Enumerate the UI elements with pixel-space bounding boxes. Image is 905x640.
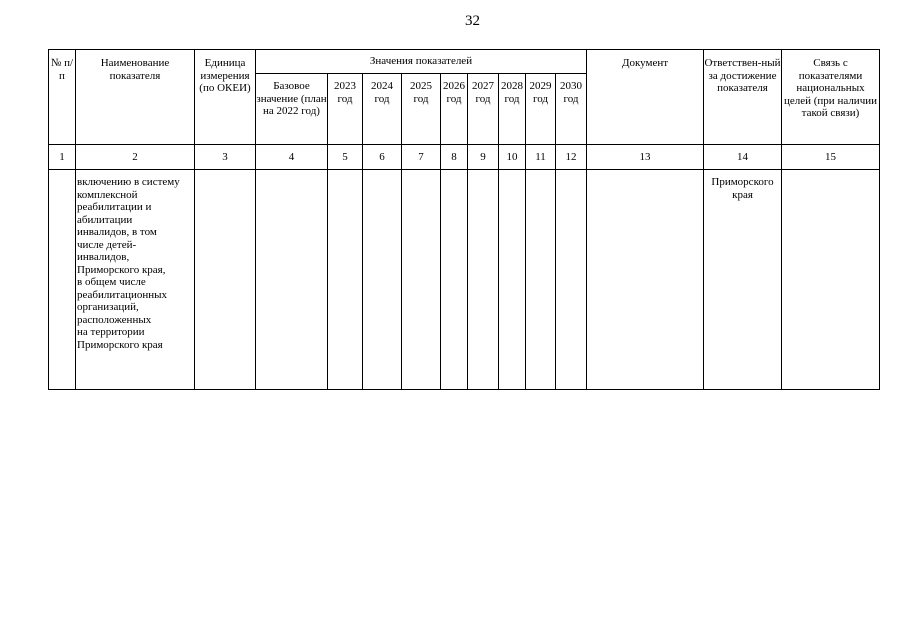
header-responsible: Ответствен-ный за достижение показателя [704,50,782,145]
indicator-name-line: Приморского края, [77,263,166,276]
column-number: 7 [402,145,441,170]
year-2026-cell [441,170,468,390]
header-name: Наименование показателя [76,50,195,145]
header-year-2026: 2026 год [441,74,468,145]
header-year-2024: 2024 год [363,74,402,145]
responsible-line: Приморского [711,176,774,188]
indicator-name-cell [76,170,195,390]
column-number: 9 [468,145,499,170]
indicator-name-line: на территории [77,326,145,338]
column-number: 10 [499,145,526,170]
table-row [49,170,880,390]
year-2030-cell [556,170,587,390]
responsible-line: края [732,188,753,201]
indicator-name-line: числе детей- [77,238,137,251]
column-number: 12 [556,145,587,170]
indicators-table [48,49,880,390]
indicator-name-line: реабилитационных [77,288,168,301]
column-number: 13 [587,145,704,170]
national-goals-link-cell [782,170,880,390]
document-cell [587,170,704,390]
row-num-cell [49,170,76,390]
year-2028-cell [499,170,526,390]
indicator-name-line: расположенных [77,313,152,326]
header-document: Документ [587,50,704,145]
unit-cell [195,170,256,390]
header-year-2025: 2025 год [402,74,441,145]
header-year-2023: 2023 год [328,74,363,145]
indicator-name-line: абилитации [77,213,133,226]
header-year-2028: 2028 год [499,74,526,145]
year-2025-cell [402,170,441,390]
header-unit: Единица измерения (по ОКЕИ) [195,50,256,145]
page-number: 32 [465,13,480,29]
header-year-2027: 2027 год [468,74,499,145]
column-number: 3 [195,145,256,170]
header-num: № п/п [49,50,76,145]
column-number: 14 [704,145,782,170]
column-number: 2 [76,145,195,170]
indicator-name-line: реабилитации и [77,201,152,213]
responsible-cell [704,170,782,390]
year-2029-cell [526,170,556,390]
indicator-name-line: инвалидов, в том [77,226,157,238]
column-number: 4 [256,145,328,170]
column-number: 5 [328,145,363,170]
year-2023-cell [328,170,363,390]
year-2024-cell [363,170,402,390]
header-year-2029: 2029 год [526,74,556,145]
indicator-name-line: включению в систему [77,176,180,188]
indicator-name-line: организаций, [77,301,139,313]
header-values-group: Значения показателей [256,50,587,74]
header-base: Базовое значение (план на 2022 год) [256,74,328,145]
year-2027-cell [468,170,499,390]
column-number-row [49,145,880,170]
indicator-name-line: Приморского края [77,338,163,351]
column-number: 6 [363,145,402,170]
base-value-cell [256,170,328,390]
column-number: 11 [526,145,556,170]
column-number: 15 [782,145,880,170]
header-year-2030: 2030 год [556,74,587,145]
column-number: 8 [441,145,468,170]
header-link: Связь с показателями национальных целей (при наличии такой связи) [782,50,880,145]
indicator-name-line: в общем числе [77,276,146,288]
column-number: 1 [49,145,76,170]
indicator-name-line: комплексной [77,188,138,201]
indicator-name-line: инвалидов, [77,251,130,263]
